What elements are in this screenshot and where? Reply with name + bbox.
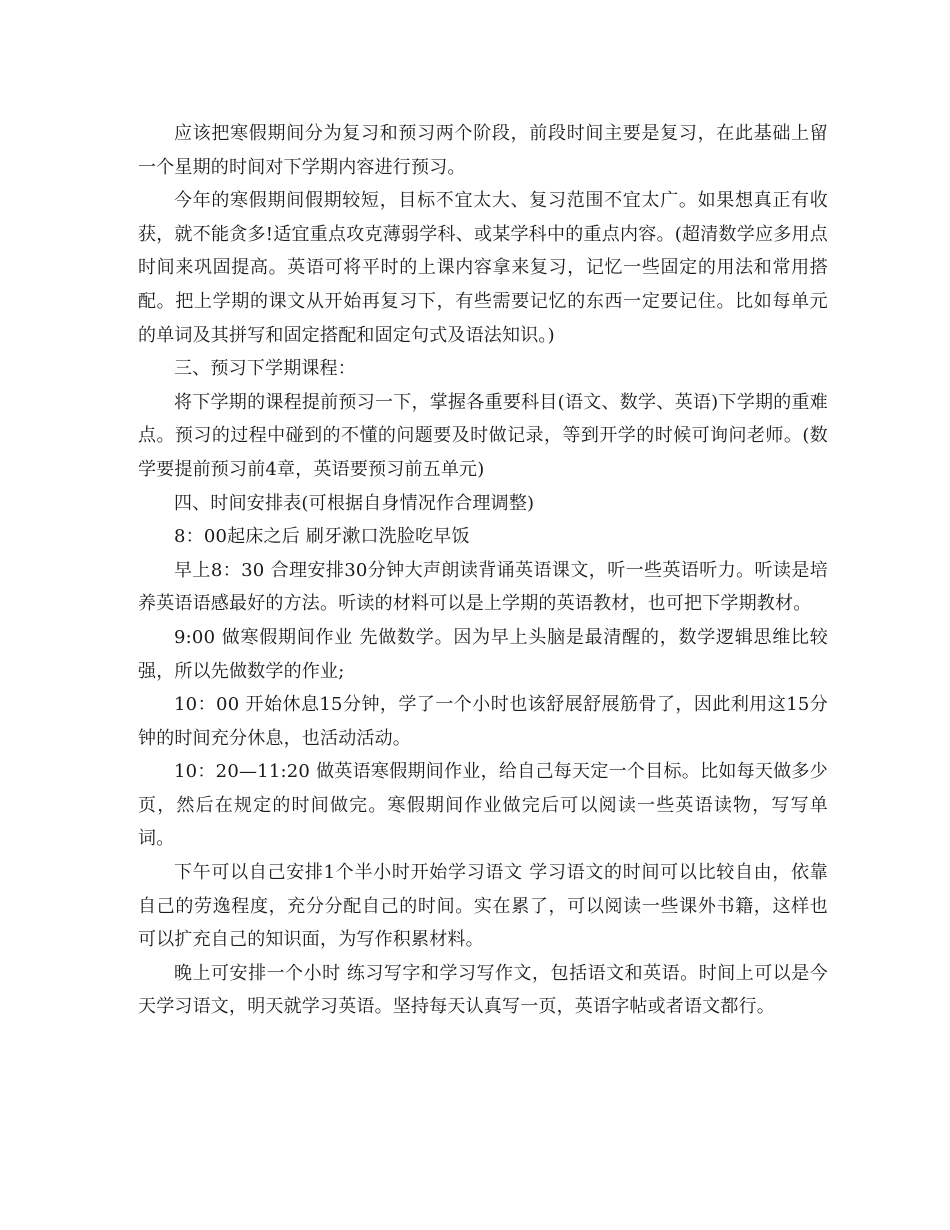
schedule-item-0830: 早上8：30 合理安排30分钟大声朗读背诵英语课文，听一些英语听力。听读是培养英语语感最好的方法。听读的材料可以是上学期的英语教材，也可把下学期教材。 [138,559,828,615]
schedule-item-0800: 8：00起床之后 刷牙漱口洗脸吃早饭 [174,526,470,548]
section-heading-schedule: 四、时间安排表(可根据自身情况作合理调整) [174,492,535,514]
paragraph-review-advice: 今年的寒假期间假期较短，目标不宜太大、复习范围不宜太广。如果想真正有收获，就不能贪多!适宜重点攻克薄弱学科、或某学科中的重点内容。(超清数学应多用点时间来巩固提高。英语可将平时的上课内容拿来复习，记忆一些固定的用法和常用搭配。把上学期的课文从开始再复习下，有些需要记忆的东西一定要记住。比如每单元的单词及其拼写和固定搭配和固定句式及语法知识。) [138,190,828,346]
document-body [138,117,828,1024]
paragraph-preview-courses: 将下学期的课程提前预习一下，掌握各重要科目(语文、数学、英语)下学期的重难点。预习的过程中碰到的不懂的问题要及时做记录，等到开学的时候可询问老师。(数学要提前预习前4章，英语要预习前五单元) [138,391,828,480]
schedule-item-evening: 晚上可安排一个小时 练习写字和学习写作文，包括语文和英语。时间上可以是今天学习语文，明天就学习英语。坚持每天认真写一页，英语字帖或者语文都行。 [138,962,828,1018]
section-heading-preview: 三、预习下学期课程： [174,358,356,380]
schedule-item-1020: 10：20—11:20 做英语寒假期间作业，给自己每天定一个目标。比如每天做多少页，然后在规定的时间做完。寒假期间作业做完后可以阅读一些英语读物，写写单词。 [138,761,828,850]
paragraph-review-preview-stages: 应该把寒假期间分为复习和预习两个阶段，前段时间主要是复习，在此基础上留一个星期的时间对下学期内容进行预习。 [138,123,828,178]
schedule-item-0900: 9:00 做寒假期间作业 先做数学。因为早上头脑是最清醒的，数学逻辑思维比较强，所以先做数学的作业; [138,626,828,682]
schedule-item-afternoon: 下午可以自己安排1个半小时开始学习语文 学习语文的时间可以比较自由，依靠自己的劳逸程度，充分分配自己的时间。实在累了，可以阅读一些课外书籍，这样也可以扩充自己的知识面，为写作积累材料。 [138,862,828,951]
schedule-item-1000: 10：00 开始休息15分钟，学了一个小时也该舒展舒展筋骨了，因此利用这15分钟的时间充分休息，也活动活动。 [138,694,828,749]
